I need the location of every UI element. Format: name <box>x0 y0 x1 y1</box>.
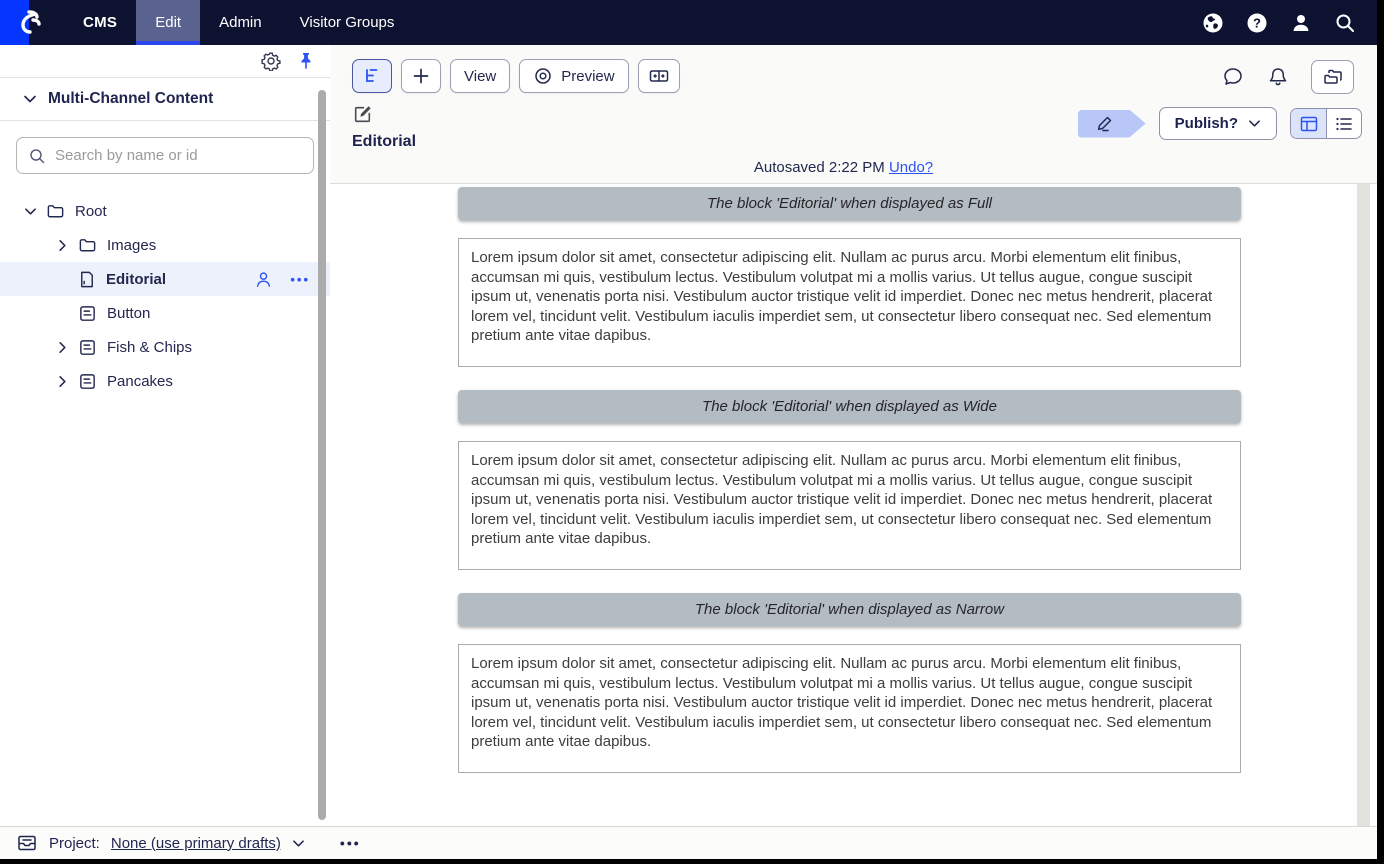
add-content-button[interactable] <box>401 59 441 93</box>
user-icon[interactable] <box>1290 12 1312 34</box>
chevron-down-icon <box>1248 117 1261 130</box>
block-display-header: The block 'Editorial' when displayed as Full <box>458 187 1241 220</box>
content-canvas[interactable] <box>330 184 1357 826</box>
tab-visitor-groups[interactable]: Visitor Groups <box>299 14 395 31</box>
content-scrollbar[interactable] <box>1357 184 1370 826</box>
project-selector-link[interactable]: None (use primary drafts) <box>110 834 281 852</box>
optimizely-logo[interactable] <box>0 0 58 45</box>
sidebar-scrollbar[interactable] <box>318 90 326 820</box>
publish-button[interactable] <box>1159 107 1277 140</box>
block-display-header: The block 'Editorial' when displayed as Narrow <box>458 593 1241 626</box>
sidebar-settings-row <box>0 45 330 78</box>
tree-item-images[interactable] <box>0 228 330 262</box>
block-preview-narrow <box>458 593 1241 773</box>
block-preview-full <box>458 187 1241 367</box>
publish-controls <box>1078 107 1362 140</box>
content-tree <box>0 190 330 398</box>
preview-button-label: Preview <box>561 67 615 85</box>
view-button[interactable] <box>450 59 510 93</box>
tree-item-pancakes[interactable] <box>0 364 330 398</box>
search-input[interactable] <box>55 147 302 164</box>
search-icon <box>28 147 46 165</box>
module-tabs <box>64 0 413 45</box>
tab-cms[interactable]: CMS <box>83 14 118 31</box>
chevron-right-icon[interactable] <box>56 341 69 354</box>
autosave-text: Autosaved 2:22 PM <box>753 159 889 176</box>
tree-item-label: Button <box>107 304 151 322</box>
navigation-sidebar <box>0 45 330 826</box>
tab-admin[interactable]: Admin <box>219 14 262 31</box>
tree-structure-icon <box>362 66 382 86</box>
view-mode-switch <box>1290 108 1362 139</box>
gear-icon[interactable] <box>261 51 281 71</box>
tree-item-fish-and-chips[interactable] <box>0 330 330 364</box>
block-preview-list <box>458 187 1241 796</box>
tree-item-label: Images <box>107 236 157 254</box>
layout-view-button[interactable] <box>1291 109 1326 138</box>
undo-link[interactable]: Undo? <box>888 159 934 176</box>
tab-edit[interactable]: Edit <box>136 0 200 45</box>
block-preview-wide <box>458 390 1241 570</box>
project-label: Project: <box>49 834 100 852</box>
svg-text:?: ? <box>1253 15 1261 30</box>
panel-title: Multi-Channel Content <box>48 90 214 107</box>
list-icon <box>1334 115 1354 133</box>
topbar-icon-group <box>1202 0 1377 45</box>
globe-icon[interactable] <box>1202 12 1224 34</box>
block-icon <box>78 338 97 357</box>
editor-toolbar <box>352 59 680 93</box>
editor-utility-icons <box>1221 60 1354 94</box>
edit-note-icon <box>352 104 373 125</box>
chevron-right-icon[interactable] <box>56 239 69 252</box>
block-icon <box>78 372 97 391</box>
draft-status-flag[interactable] <box>1078 110 1146 138</box>
row-more-button[interactable]: ••• <box>290 271 310 287</box>
block-icon <box>78 304 97 323</box>
chevron-down-icon[interactable] <box>24 205 37 218</box>
folder-icon <box>46 202 65 221</box>
help-icon[interactable] <box>1246 12 1268 34</box>
folders-stack-icon <box>1321 66 1345 88</box>
block-body-text: Lorem ipsum dolor sit amet, consectetur adipiscing elit. Nullam ac purus arcu. Morbi elementum elit finibus, accumsan mi quis, vestibulum lectus. Vestibulum volutpat mi a mollis varius. Ut tellus augue, congue suscipit ipsum ut, venenatis porta nisi. Vestibulum auctor tristique velit id imperdiet. Donec nec metus hendrerit, placerat lorem vel, tincidunt velit. Vestibulum iaculis imperdiet sem, ut consectetur libero consequat nec. Sed elementum pretium ante vitae dapibus. <box>458 644 1241 773</box>
publish-button-label: Publish? <box>1174 115 1238 132</box>
tree-item-label: Fish & Chips <box>107 338 193 356</box>
tree-item-editorial[interactable] <box>0 262 330 296</box>
top-navigation-bar <box>0 0 1377 45</box>
preview-eye-icon <box>533 66 553 86</box>
chevron-right-icon[interactable] <box>56 375 69 388</box>
page-title: Editorial <box>352 133 417 150</box>
layout-icon <box>1299 115 1319 133</box>
search-icon[interactable] <box>1334 12 1356 34</box>
editor-pane <box>330 45 1377 826</box>
editing-user-icon[interactable] <box>254 270 273 289</box>
notifications-bell-icon[interactable] <box>1266 65 1290 89</box>
tree-item-button[interactable] <box>0 296 330 330</box>
sidebar-search[interactable] <box>16 137 314 174</box>
optimizely-logo-icon <box>14 8 44 38</box>
folder-icon <box>78 236 97 255</box>
chevron-down-icon[interactable] <box>292 837 305 850</box>
page-title-block <box>352 104 416 151</box>
pin-icon[interactable] <box>297 52 315 70</box>
block-body-text: Lorem ipsum dolor sit amet, consectetur adipiscing elit. Nullam ac purus arcu. Morbi elementum elit finibus, accumsan mi quis, vestibulum lectus. Vestibulum volutpat mi a mollis varius. Ut tellus augue, congue suscipit ipsum ut, venenatis porta nisi. Vestibulum auctor tristique velit id imperdiet. Donec nec metus hendrerit, placerat lorem vel, tincidunt velit. Vestibulum iaculis imperdiet sem, ut consectetur libero consequat nec. Sed elementum pretium ante vitae dapibus. <box>458 238 1241 367</box>
project-tray-icon <box>16 833 38 853</box>
preview-button[interactable] <box>519 59 628 93</box>
view-button-label: View <box>464 67 497 85</box>
compare-versions-button[interactable] <box>638 59 680 93</box>
block-display-header: The block 'Editorial' when displayed as Wide <box>458 390 1241 423</box>
chevron-down-icon <box>23 92 37 106</box>
tree-item-label: Root <box>75 202 107 220</box>
tree-item-label: Pancakes <box>107 372 173 390</box>
project-more-button[interactable]: ••• <box>339 835 361 851</box>
list-view-button[interactable] <box>1326 109 1361 138</box>
autosave-status <box>330 159 1357 176</box>
compare-icon <box>648 66 670 86</box>
panel-multi-channel-content[interactable] <box>0 78 330 121</box>
toggle-navigation-button[interactable] <box>352 59 392 93</box>
tree-item-root[interactable] <box>0 194 330 228</box>
plus-icon <box>412 67 430 85</box>
comments-icon[interactable] <box>1221 65 1245 89</box>
project-bar <box>0 826 1377 859</box>
tree-item-label: Editorial <box>106 270 167 288</box>
page-icon <box>78 270 96 289</box>
block-body-text: Lorem ipsum dolor sit amet, consectetur adipiscing elit. Nullam ac purus arcu. Morbi elementum elit finibus, accumsan mi quis, vestibulum lectus. Vestibulum volutpat mi a mollis varius. Ut tellus augue, congue suscipit ipsum ut, venenatis porta nisi. Vestibulum auctor tristique velit id imperdiet. Donec nec metus hendrerit, placerat lorem vel, tincidunt velit. Vestibulum iaculis imperdiet sem, ut consectetur libero consequat nec. Sed elementum pretium ante vitae dapibus. <box>458 441 1241 570</box>
assets-panel-button[interactable] <box>1311 60 1354 94</box>
pencil-icon <box>1094 114 1116 134</box>
